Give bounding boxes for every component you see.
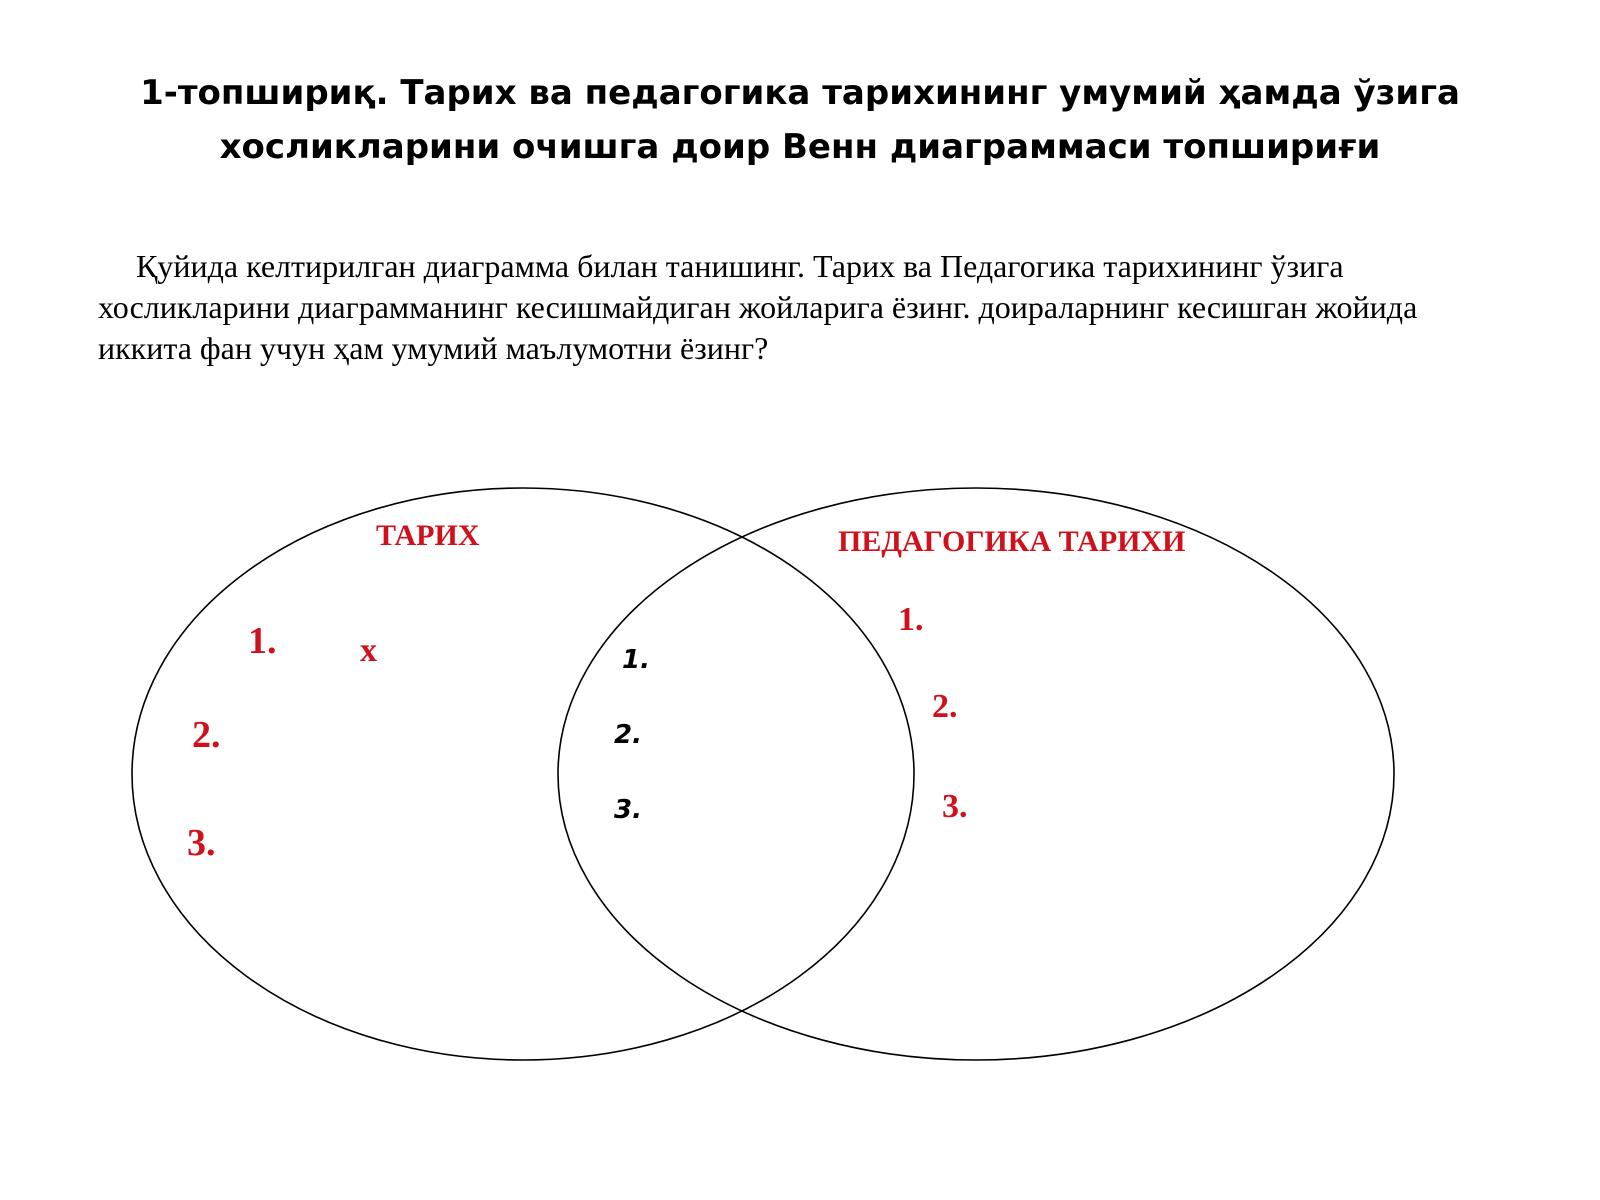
right-circle-pedagogika	[558, 488, 1394, 1060]
right-item-2: 2.	[932, 688, 958, 725]
center-item-2: 2.	[614, 720, 642, 750]
left-item-3: 3.	[187, 822, 216, 864]
center-item-3: 3.	[614, 795, 642, 825]
instructions-text: Қуйида келтирилган диаграмма билан танишинг. Тарих ва Педагогика тарихининг ўзига хосликларини диаграмманинг кесишмайдиган жойларига ёзинг. доираларнинг кесишган жойида иккита фан учун ҳам умумий маълумотни ёзинг?	[98, 248, 1418, 366]
title-line-2: хосликларини очишга доир Венн диаграммаси топшириғи	[219, 127, 1381, 167]
left-mark-x: х	[360, 632, 377, 669]
left-circle-tarikh	[132, 488, 914, 1060]
left-item-2: 2.	[192, 714, 221, 756]
left-item-1: 1.	[248, 620, 277, 662]
right-item-3: 3.	[942, 788, 968, 825]
center-item-1: 1.	[622, 645, 650, 675]
title-line-1: 1-топшириқ. Тарих ва педагогика тарихининг умумий ҳамда ўзига	[140, 73, 1460, 113]
right-item-1: 1.	[898, 601, 924, 638]
right-circle-title: ПЕДАГОГИКА ТАРИХИ	[838, 525, 1186, 558]
left-circle-title: ТАРИХ	[376, 519, 480, 552]
